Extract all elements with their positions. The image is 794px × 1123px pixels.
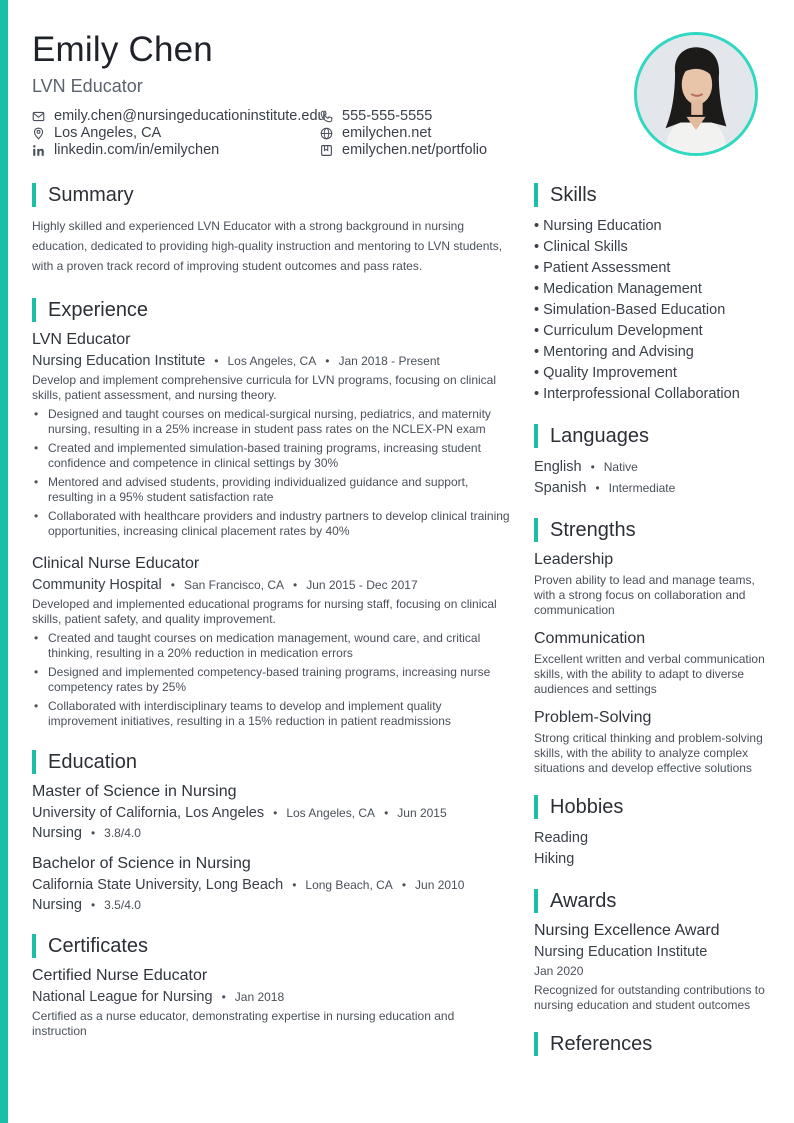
email-text: emily.chen@nursingeducationinstitute.edu [54, 108, 326, 124]
education-meta [32, 805, 510, 821]
award-issuer: Nursing Education Institute [534, 944, 708, 960]
languages-section [534, 423, 766, 499]
language-item [534, 457, 766, 478]
gpa: 3.5/4.0 [104, 898, 141, 912]
section-accent [32, 183, 36, 207]
education-meta [32, 877, 510, 893]
strength-entry [534, 709, 766, 776]
separator-dot: • [221, 990, 226, 1004]
separator-dot: • [384, 806, 389, 820]
job-title: LVN Educator [32, 331, 131, 348]
separator-dot: • [90, 898, 96, 912]
website-text: emilychen.net [342, 125, 432, 141]
skill-item: • Nursing Education [534, 218, 662, 234]
mail-icon [32, 110, 45, 123]
skills-section [534, 182, 766, 405]
candidate-role: LVN Educator [32, 76, 143, 96]
school-name: California State University, Long Beach [32, 877, 284, 893]
skill-item: • Medication Management [534, 281, 702, 297]
separator-dot: • [214, 354, 219, 368]
skill-item: • Mentoring and Advising [534, 344, 694, 360]
award-description: Recognized for outstanding contributions to nursing education and student outcomes [534, 983, 765, 1012]
education-entry [32, 855, 510, 913]
section-accent [32, 298, 36, 322]
strength-title: Communication [534, 630, 646, 647]
language-name: English [534, 459, 582, 475]
job-bullet: • Created and implemented simulation-based training programs, increasing student confidence and competence in clinical settings by 30% [32, 441, 510, 471]
skill-item: • Clinical Skills [534, 239, 628, 255]
location-text: Los Angeles, CA [54, 125, 162, 141]
job-dates: Jan 2018 - Present [338, 354, 440, 368]
job-bullets [32, 631, 510, 729]
education-field [32, 897, 510, 913]
candidate-name: Emily Chen [32, 30, 213, 69]
strength-entry [534, 630, 766, 697]
linkedin-text: linkedin.com/in/emilychen [54, 142, 220, 158]
certificate-date: Jan 2018 [234, 990, 285, 1004]
job-bullet: • Designed and taught courses on medical-surgical nursing, pediatrics, and maternity nursing, resulting in a 25% increase in student pass rates on the NCLEX-PN exam [32, 407, 510, 437]
skill-item: • Simulation-Based Education [534, 302, 726, 318]
strength-description: Excellent written and verbal communication skills, with the ability to adapt to diverse audiences and settings [534, 652, 765, 696]
strength-description: Proven ability to lead and manage teams, with a strong focus on collaboration and communication [534, 573, 755, 617]
hobby-item: Reading [534, 830, 589, 846]
section-accent [534, 424, 538, 448]
profile-photo [634, 32, 758, 156]
job-bullet: • Collaborated with interdisciplinary teams to develop and implement quality improvement initiatives, resulting in a 15% reduction in patient readmissions [32, 699, 510, 729]
field-name: Nursing [32, 825, 82, 841]
summary-section [32, 182, 510, 276]
job-company: Nursing Education Institute [32, 353, 206, 369]
section-accent [534, 795, 538, 819]
separator-dot: • [90, 826, 96, 840]
accent-bar [0, 0, 8, 1123]
separator-dot: • [401, 878, 407, 892]
certificate-name: Certified Nurse Educator [32, 967, 208, 984]
skills-heading: Skills [550, 183, 597, 206]
section-accent [534, 889, 538, 913]
certificates-heading: Certificates [48, 934, 149, 957]
separator-dot: • [292, 878, 297, 892]
section-accent [534, 183, 538, 207]
education-heading: Education [48, 750, 137, 773]
right-column [534, 182, 766, 1065]
section-accent [534, 1032, 538, 1056]
hobbies-section [534, 794, 766, 870]
portfolio-text: emilychen.net/portfolio [342, 142, 488, 158]
degree-title: Bachelor of Science in Nursing [32, 855, 251, 872]
contact-phone[interactable] [320, 108, 432, 124]
education-section [32, 749, 510, 913]
skill-item: • Quality Improvement [534, 365, 677, 381]
strengths-section [534, 517, 766, 776]
strength-title: Problem-Solving [534, 709, 652, 726]
location-pin-icon [32, 127, 45, 140]
certificate-meta [32, 989, 510, 1005]
job-bullet: • Designed and implemented competency-based training programs, increasing nurse competency rates by 25% [32, 665, 510, 695]
job-bullet: • Collaborated with healthcare providers and industry partners to develop clinical training opportunities, increasing clinical placement rates by 40% [32, 509, 510, 539]
strengths-heading: Strengths [550, 518, 636, 541]
skill-item: • Curriculum Development [534, 323, 703, 339]
portrait-image [637, 35, 755, 153]
contact-portfolio[interactable] [320, 142, 487, 158]
linkedin-icon [32, 144, 45, 157]
certificates-section [32, 933, 510, 1039]
job-location: San Francisco, CA [183, 578, 284, 592]
language-item [534, 478, 766, 499]
section-accent [32, 750, 36, 774]
experience-heading: Experience [48, 298, 149, 321]
certificate-description: Certified as a nurse educator, demonstrating expertise in nursing education and instruction [32, 1009, 455, 1038]
language-name: Spanish [534, 480, 587, 496]
job-company: Community Hospital [32, 577, 162, 593]
field-name: Nursing [32, 897, 82, 913]
job-bullet: • Mentored and advised students, providing individualized guidance and support, resulting in a 95% student satisfaction rate [32, 475, 510, 505]
strength-title: Leadership [534, 551, 614, 568]
contact-location [32, 125, 161, 141]
skill-item: • Interprofessional Collaboration [534, 386, 740, 402]
job-location: Los Angeles, CA [227, 354, 317, 368]
job-description: Developed and implemented educational programs for nursing staff, focusing on clinical skills, patient safety, and quality improvement. [32, 597, 497, 626]
job-dates: Jun 2015 - Dec 2017 [306, 578, 418, 592]
languages-heading: Languages [550, 424, 649, 447]
job-meta [32, 353, 510, 369]
awards-heading: Awards [550, 889, 617, 912]
certificate-issuer: National League for Nursing [32, 989, 213, 1005]
left-column [32, 182, 510, 1039]
degree-title: Master of Science in Nursing [32, 783, 237, 800]
skill-item: • Patient Assessment [534, 260, 671, 276]
job-entry [32, 331, 510, 539]
experience-section [32, 297, 510, 729]
section-accent [32, 934, 36, 958]
phone-icon [320, 110, 333, 123]
hobbies-heading: Hobbies [550, 795, 624, 818]
award-name: Nursing Excellence Award [534, 922, 720, 939]
job-description: Develop and implement comprehensive curricula for LVN programs, focusing on clinical skills, patient assessment, and nursing theory. [32, 373, 496, 402]
school-name: University of California, Los Angeles [32, 805, 265, 821]
award-date: Jan 2020 [534, 964, 584, 978]
contact-email[interactable] [32, 108, 326, 124]
summary-text: Highly skilled and experienced LVN Educator with a strong background in nursing education, dedicated to providing high-quality instruction and mentoring to LVN students, with a proven track record of improving student outcomes and pass rates. [32, 219, 503, 273]
portfolio-icon [320, 144, 333, 157]
graduation-date: Jun 2010 [415, 878, 465, 892]
strength-entry [534, 551, 766, 618]
certificate-entry [32, 967, 510, 1039]
job-bullets [32, 407, 510, 539]
separator-dot: • [170, 578, 175, 592]
separator-dot: • [325, 354, 330, 368]
separator-dot: • [293, 578, 298, 592]
job-entry [32, 555, 510, 729]
education-field [32, 825, 510, 841]
graduation-date: Jun 2015 [397, 806, 447, 820]
phone-text: 555-555-5555 [342, 108, 433, 124]
references-section [534, 1031, 766, 1057]
separator-dot: • [273, 806, 278, 820]
education-entry [32, 783, 510, 841]
section-accent [534, 518, 538, 542]
strength-description: Strong critical thinking and problem-solving skills, with the ability to analyze complex situations and develop effective solutions [534, 731, 763, 775]
globe-icon [320, 127, 333, 140]
language-level: Intermediate [608, 481, 676, 495]
hobby-item: Hiking [534, 851, 575, 867]
separator-dot: • [590, 460, 595, 474]
job-title: Clinical Nurse Educator [32, 555, 200, 572]
job-meta [32, 577, 510, 593]
contact-website[interactable] [320, 125, 431, 141]
summary-heading: Summary [48, 183, 134, 206]
awards-section [534, 888, 766, 1013]
school-location: Long Beach, CA [305, 878, 393, 892]
language-level: Native [603, 460, 638, 474]
references-heading: References [550, 1032, 653, 1055]
separator-dot: • [595, 481, 600, 495]
school-location: Los Angeles, CA [286, 806, 376, 820]
gpa: 3.8/4.0 [104, 826, 141, 840]
contact-linkedin[interactable] [32, 142, 219, 158]
job-bullet: • Created and taught courses on medication management, wound care, and critical thinking, resulting in a 20% reduction in medication errors [32, 631, 510, 661]
